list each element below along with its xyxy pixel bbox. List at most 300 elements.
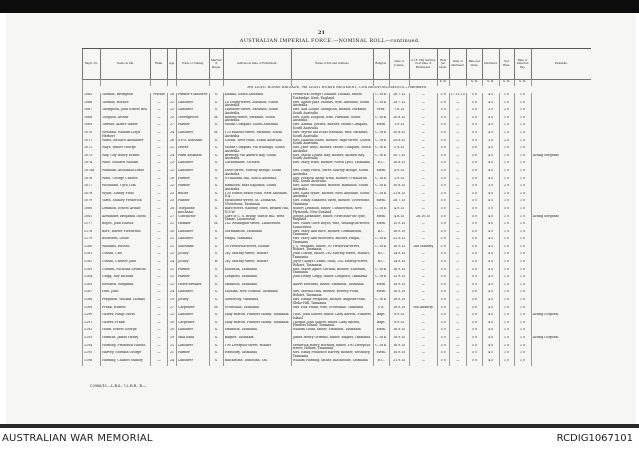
- rank-cell: —: [151, 146, 168, 154]
- religion-cell: Meth.: [373, 199, 389, 207]
- rate-per-diem-cell: 5 0: [466, 123, 482, 131]
- rank-cell: —: [151, 275, 168, 283]
- date-of-joining-cell: 14.9.15: [389, 260, 409, 268]
- rank-cell: —: [151, 290, 168, 298]
- allotment-date-cell: —: [449, 192, 466, 200]
- marital-status-cell: S.: [210, 245, 224, 253]
- regimental-number-cell: 1066: [83, 101, 101, 109]
- regimental-number-cell: 1190: [83, 313, 101, 321]
- pay-rate-cell: 5 0: [437, 177, 449, 185]
- rank-cell: —: [151, 313, 168, 321]
- date-of-joining-cell: 20.8.15: [389, 116, 409, 124]
- religion-cell: C.E.: [373, 306, 389, 314]
- aif-unit-cell: 6th Infantry: [409, 306, 437, 314]
- table-row: [83, 139, 592, 147]
- next-of-kin-cell: William Grain, father, Smithton, Tasmania: [291, 328, 373, 336]
- trade-cell: Farmer: [177, 177, 210, 185]
- rate-per-diem-cell: 5 0: [466, 344, 482, 352]
- rate-per-diem-cell: 5 0: [466, 260, 482, 268]
- date-of-joining-cell: 15.9.15: [389, 222, 409, 230]
- age-cell: 19: [168, 298, 177, 306]
- deferred-pay-cell: 1 0: [514, 154, 531, 162]
- allotment-cell: 4 0: [482, 290, 499, 298]
- soldier-name-cell: Wyatt, Sidney Field: [101, 192, 151, 200]
- religion-cell: R.C.: [373, 230, 389, 238]
- soldier-name-cell: Weeland, William Lloyd Herbert: [101, 131, 151, 139]
- regimental-number-cell: 1194: [83, 344, 101, 352]
- pay-rate-cell: 5 0: [437, 146, 449, 154]
- pay-rate-cell: 5 0: [437, 192, 449, 200]
- marital-status-cell: S.: [210, 146, 224, 154]
- regimental-number-cell: 1073: [83, 154, 101, 162]
- allotment-cell: 4 0: [482, 177, 499, 185]
- marital-status-cell: S.: [210, 108, 224, 116]
- remarks-cell: [531, 161, 591, 169]
- trade-cell: Labourer: [177, 230, 210, 238]
- pay-rate-cell: 5 0: [437, 344, 449, 352]
- aif-unit-cell: —: [409, 139, 437, 147]
- religion-cell: R.C.: [373, 359, 389, 367]
- aif-unit-cell: —: [409, 146, 437, 154]
- allotment-cell: 4 0: [482, 321, 499, 329]
- allotment-date-cell: —: [449, 123, 466, 131]
- rank-cell: —: [151, 268, 168, 276]
- next-of-kin-cell: Mrs. Amelia Townes, mother, Mount Compass, South Australia: [291, 123, 373, 131]
- marital-status-cell: S.: [210, 154, 224, 162]
- trade-cell: Farmer: [177, 351, 210, 359]
- net-rate-cell: 1 0: [499, 351, 514, 359]
- net-rate-cell: 1 0: [499, 298, 514, 306]
- deferred-pay-cell: 1 0: [514, 283, 531, 291]
- address-cell: O'Halloran Hill, South Australia: [223, 177, 291, 185]
- soldier-name-cell: Wine, Richard William: [101, 161, 151, 169]
- soldier-name-cell: Gunter, Frank: [101, 321, 151, 329]
- aif-unit-cell: —: [409, 222, 437, 230]
- marital-status-cell: S.: [210, 177, 224, 185]
- pay-rate-cell: 5 0: [437, 260, 449, 268]
- address-cell: Lachlan, New Norfolk, Tasmania: [223, 290, 291, 298]
- column-header: Rate per Diem.: [466, 49, 482, 80]
- age-cell: 27: [168, 306, 177, 314]
- deferred-pay-cell: 1 0: [514, 344, 531, 352]
- pay-rate-cell: 5 0: [437, 283, 449, 291]
- net-rate-cell: 2 0: [499, 184, 514, 192]
- allotment-cell: 4 0: [482, 336, 499, 344]
- marital-status-cell: S.: [210, 199, 224, 207]
- aif-unit-cell: —: [409, 313, 437, 321]
- next-of-kin-cell: John Henry Clegg, father, Longford, Tasmania: [291, 275, 373, 283]
- aif-unit-cell: —: [409, 321, 437, 329]
- rank-cell: —: [151, 207, 168, 215]
- marital-status-cell: S.: [210, 215, 224, 223]
- column-header: Name in full.: [101, 49, 151, 80]
- age-cell: 22: [168, 283, 177, 291]
- soldier-name-cell: Hiss, John: [101, 290, 151, 298]
- date-of-joining-cell: 2.9.15: [389, 146, 409, 154]
- aif-unit-cell: —: [409, 207, 437, 215]
- remarks-cell: [531, 93, 591, 101]
- rate-per-diem-cell: 5 0: [466, 222, 482, 230]
- aif-unit-cell: —: [409, 108, 437, 116]
- age-cell: 26: [168, 139, 177, 147]
- rank-cell: —: [151, 359, 168, 367]
- regimental-number-cell: 1183: [83, 268, 101, 276]
- table-row: [83, 321, 592, 329]
- next-of-kin-cell: Mrs. Eliza Wyatt, mother, West Adelaide, South Australia: [291, 192, 373, 200]
- age-cell: 25: [168, 192, 177, 200]
- age-cell: 22: [168, 313, 177, 321]
- date-of-joining-cell: 20.8.15: [389, 139, 409, 147]
- regimental-number-cell: 1196: [83, 359, 101, 367]
- marital-status-cell: M.: [210, 116, 224, 124]
- marital-status-cell: S.: [210, 336, 224, 344]
- rank-cell: —: [151, 336, 168, 344]
- religion-cell: Bapt.: [373, 313, 389, 321]
- remarks-cell: [531, 184, 591, 192]
- age-cell: 23: [168, 161, 177, 169]
- allotment-date-cell: —: [449, 306, 466, 314]
- remarks-cell: [531, 146, 591, 154]
- allotment-date-cell: —: [449, 199, 466, 207]
- net-rate-cell: 2 0: [499, 108, 514, 116]
- aif-unit-cell: —: [409, 260, 437, 268]
- marital-status-cell: S.: [210, 344, 224, 352]
- date-of-joining-cell: 1.9.15: [389, 123, 409, 131]
- aif-unit-cell: —: [409, 359, 437, 367]
- pay-rate-cell: 5 0: [437, 215, 449, 223]
- age-cell: 28: [168, 177, 177, 185]
- next-of-kin-cell: Mrs. Martha Hiss, mother, Bowery Point, Hobart, Tasmania: [291, 290, 373, 298]
- date-of-joining-cell: 31.8.15: [389, 192, 409, 200]
- age-cell: 24: [168, 260, 177, 268]
- aif-unit-cell: —: [409, 192, 437, 200]
- next-of-kin-cell: Mrs. Emily Elizabeth Yates, mother, Ulverstone, Tasmania: [291, 199, 373, 207]
- deferred-pay-cell: 1 0: [514, 252, 531, 260]
- allotment-cell: 4 0: [482, 298, 499, 306]
- trade-cell: Jockey: [177, 252, 210, 260]
- soldier-name-cell: Ferguson, William Thomas: [101, 298, 151, 306]
- allotment-date-cell: —: [449, 328, 466, 336]
- address-cell: Castlemaine, Victoria: [223, 161, 291, 169]
- remarks-cell: [531, 123, 591, 131]
- pay-rate-cell: 5 0: [437, 101, 449, 109]
- soldier-name-cell: Cousin, Chester John: [101, 260, 151, 268]
- allotment-cell: 4 0: [482, 101, 499, 109]
- net-rate-cell: 1 0: [499, 336, 514, 344]
- net-rate-cell: 1 0: [499, 131, 514, 139]
- column-header: Allotment.: [482, 49, 499, 80]
- religion-cell: C. of E.: [373, 131, 389, 139]
- allotment-date-cell: —: [449, 268, 466, 276]
- remarks-cell: [531, 268, 591, 276]
- religion-cell: Meth.: [373, 169, 389, 177]
- aif-unit-cell: —: [409, 184, 437, 192]
- regimental-number-cell: 1189: [83, 306, 101, 314]
- trade-cell: Painter: [177, 199, 210, 207]
- table-row: [83, 344, 592, 352]
- pay-rate-cell: 5 0: [437, 154, 449, 162]
- address-cell: Smithton, Tasmania: [223, 328, 291, 336]
- net-rate-cell: 1 0: [499, 199, 514, 207]
- marital-status-cell: M.: [210, 222, 224, 230]
- pay-rate-cell: 5 0: [437, 306, 449, 314]
- allotment-cell: 4 0: [482, 131, 499, 139]
- table-header-row: [83, 49, 592, 80]
- pay-rate-cell: 5 0: [437, 336, 449, 344]
- regimental-number-cell: 1078: [83, 192, 101, 200]
- religion-cell: C. of E.: [373, 192, 389, 200]
- aif-unit-cell: —: [409, 230, 437, 238]
- remarks-cell: [531, 359, 591, 367]
- date-of-joining-cell: 8.9.15: [389, 321, 409, 329]
- trade-cell: Butler: [177, 192, 210, 200]
- address-cell: 133 Rubens-street, Parkside, South Australia: [223, 131, 291, 139]
- date-of-joining-cell: 15.9.15: [389, 275, 409, 283]
- pay-rate-cell: 5 0: [437, 230, 449, 238]
- remarks-cell: [531, 275, 591, 283]
- next-of-kin-cell: Mrs. Ada Louise Thompson, mother, Parkside, South Australia: [291, 108, 373, 116]
- address-cell: 130 Hurtle Beach-road, West Adelaide, S.A.: [223, 192, 291, 200]
- deferred-pay-cell: 1 0: [514, 139, 531, 147]
- trade-cell: Farmer: [177, 123, 210, 131]
- date-of-joining-cell: 16.9.15: [389, 351, 409, 359]
- regimental-number-cell: 1068: [83, 116, 101, 124]
- column-header: Age.: [168, 49, 177, 80]
- regimental-number-cell: 1178: [83, 230, 101, 238]
- table-row: [83, 328, 592, 336]
- section-heading-row: [83, 86, 592, 93]
- religion-cell: C. of E.: [373, 116, 389, 124]
- net-rate-cell: 1 0: [499, 359, 514, 367]
- allotment-cell: 4 0: [482, 161, 499, 169]
- table-row: [83, 146, 592, 154]
- marital-status-cell: S.: [210, 169, 224, 177]
- table-row: [83, 260, 592, 268]
- net-rate-cell: 1 0: [499, 252, 514, 260]
- rank-cell: —: [151, 298, 168, 306]
- address-cell: Olive-street, Murray Bridge, South Australia: [223, 169, 291, 177]
- allotment-date-cell: —: [449, 336, 466, 344]
- age-cell: 21: [168, 222, 177, 230]
- aif-unit-cell: —: [409, 237, 437, 245]
- soldier-name-cell: Woodland, Cyril Tom: [101, 184, 151, 192]
- rate-per-diem-cell: 5 0: [466, 275, 482, 283]
- rate-per-diem-cell: 5 0: [466, 230, 482, 238]
- pay-rate-cell: 5 0: [437, 131, 449, 139]
- soldier-name-cell: Bore, Harter Fleetwood: [101, 230, 151, 238]
- address-cell: Pingal, Tasmania: [223, 237, 291, 245]
- table-row: [83, 169, 592, 177]
- marital-status-cell: S.: [210, 184, 224, 192]
- soldier-name-cell: Frank, Wilfred: [101, 306, 151, 314]
- deferred-pay-cell: 1 0: [514, 245, 531, 253]
- age-cell: 20: [168, 321, 177, 329]
- religion-cell: C. of E.: [373, 177, 389, 185]
- date-of-joining-cell: 16.9.15: [389, 344, 409, 352]
- remarks-cell: [531, 192, 591, 200]
- regimental-number-cell: 1065: [83, 93, 101, 101]
- next-of-kin-cell: Joseph Alexander, father, Newcastle-on-Tyne, England: [291, 215, 373, 223]
- regimental-number-cell: 1081: [83, 215, 101, 223]
- deferred-pay-cell: 1 0: [514, 359, 531, 367]
- allotment-cell: 4 0: [482, 328, 499, 336]
- pay-rate-cell: 5 0: [437, 116, 449, 124]
- aif-unit-cell: —: [409, 344, 437, 352]
- pay-rate-cell: 5 0: [437, 313, 449, 321]
- religion-cell: C. of E.: [373, 298, 389, 306]
- remarks-cell: [531, 321, 591, 329]
- remarks-cell: [531, 101, 591, 109]
- address-cell: Scottsdale, Tasmania: [223, 306, 291, 314]
- next-of-kin-cell: William Harding, father, Blackstone, Tasmania: [291, 359, 373, 367]
- trade-cell: Labourer: [177, 313, 210, 321]
- regimental-number-cell: 1187: [83, 290, 101, 298]
- trade-cell: Jockey: [177, 260, 210, 268]
- aif-unit-cell: —: [409, 123, 437, 131]
- date-of-joining-cell: 28.7.15: [389, 101, 409, 109]
- soldier-name-cell: Curtain, Nicholas Levinton: [101, 268, 151, 276]
- age-cell: 27: [168, 215, 177, 223]
- table-row: [83, 207, 592, 215]
- age-cell: 21: [168, 351, 177, 359]
- table-row: [83, 275, 592, 283]
- age-cell: 21: [168, 245, 177, 253]
- date-of-joining-cell: 14.9.15: [389, 252, 409, 260]
- column-header: Trade or Calling.: [177, 49, 210, 80]
- trade-cell: Contractor: [177, 215, 210, 223]
- rate-per-diem-cell: 5 0: [466, 93, 482, 101]
- allotment-date-cell: —: [449, 161, 466, 169]
- allotment-date-cell: —: [449, 146, 466, 154]
- net-rate-cell: 5 0: [499, 207, 514, 215]
- religion-cell: C. of E.: [373, 275, 389, 283]
- section-heading: 3rd LIGHT HORSE BRIGADE, 9th LIGHT HORSE REGIMENT, 13th REINFORCEMENTS—continued.: [83, 86, 592, 93]
- rate-per-diem-cell: 5 0: [466, 184, 482, 192]
- soldier-name-cell: Boyes, John Harold: [101, 222, 151, 230]
- date-of-joining-cell: 30.7.15: [389, 154, 409, 162]
- soldier-name-cell: Edwards, Benjamin: [101, 283, 151, 291]
- unit-mark-cell: s. d.: [482, 80, 499, 87]
- document-title: AUSTRALIAN IMPERIAL FORCE.—NOMINAL ROLL—continued.: [239, 38, 421, 44]
- rank-cell: —: [151, 154, 168, 162]
- unit-mark-cell: s. d.: [514, 80, 531, 87]
- marital-status-cell: S.: [210, 283, 224, 291]
- pay-rate-cell: 5 0: [437, 237, 449, 245]
- religion-cell: C. of E.: [373, 344, 389, 352]
- rate-per-diem-cell: 5 0: [466, 146, 482, 154]
- net-rate-cell: 1 0: [499, 245, 514, 253]
- date-of-joining-cell: 8.9.15: [389, 313, 409, 321]
- table-row: [83, 161, 592, 169]
- net-rate-cell: 1 0: [499, 275, 514, 283]
- soldier-name-cell: Ways, Walter George: [101, 146, 151, 154]
- aif-unit-cell: —: [409, 177, 437, 185]
- table-row: [83, 245, 592, 253]
- allotment-date-cell: —: [449, 359, 466, 367]
- remarks-cell: [531, 199, 591, 207]
- pay-rate-cell: 5 0: [437, 268, 449, 276]
- table-row: [83, 184, 592, 192]
- allotment-date-cell: —: [449, 116, 466, 124]
- allotment-cell: 4 0: [482, 275, 499, 283]
- trade-cell: Carpenter: [177, 306, 210, 314]
- address-cell: Colton, West Point, South Australia: [223, 139, 291, 147]
- age-cell: 28: [168, 207, 177, 215]
- next-of-kin-cell: Albert Edwards, father, Smithton, Tasmania: [291, 283, 373, 291]
- next-of-kin-cell: Mrs. Isabella Watts, mother, High-street, Colton, South Australia: [292, 138, 372, 146]
- trade-cell: Farmer's labourer: [177, 93, 210, 101]
- soldier-name-cell: Williams, Russell: [101, 245, 151, 253]
- table-row: [83, 192, 592, 200]
- soldier-name-cell: Cousin, Carl: [101, 252, 151, 260]
- rank-cell: —: [151, 328, 168, 336]
- marital-status-cell: S.: [210, 351, 224, 359]
- deferred-pay-cell: 1 0: [514, 207, 531, 215]
- allotment-date-cell: —: [449, 252, 466, 260]
- unit-mark-cell: s. d.: [466, 80, 482, 87]
- allotment-date-cell: —: [449, 207, 466, 215]
- table-row: [83, 252, 592, 260]
- net-rate-cell: 1 0: [499, 215, 514, 223]
- marital-status-cell: S.: [210, 275, 224, 283]
- trade-cell: Farmer: [177, 184, 210, 192]
- rank-cell: —: [151, 108, 168, 116]
- next-of-kin-cell: Robert Lemmon, father, Cuthbertson, New Plymouth, New Zealand: [291, 207, 373, 215]
- net-rate-cell: 1 0: [499, 101, 514, 109]
- trade-cell: Carpenter: [177, 321, 210, 329]
- rank-cell: —: [151, 169, 168, 177]
- aif-unit-cell: —: [409, 154, 437, 162]
- address-cell: Eldoralin, Tasmania: [223, 268, 291, 276]
- next-of-kin-cell: Mrs. Ellen Toogood, wife, Parkside, South Australia: [291, 116, 373, 124]
- net-rate-cell: 1 0: [499, 260, 514, 268]
- pay-rate-cell: 5 0: [437, 290, 449, 298]
- religion-cell: C. of E.: [373, 154, 389, 162]
- rate-per-diem-cell: 5 0: [466, 328, 482, 336]
- regimental-number-cell: 1074: [83, 161, 101, 169]
- allotment-date-cell: —: [449, 283, 466, 291]
- deferred-pay-cell: 1 0: [514, 215, 531, 223]
- rank-cell: —: [151, 245, 168, 253]
- deferred-pay-cell: 1 0: [514, 275, 531, 283]
- marital-status-cell: S.: [210, 321, 224, 329]
- nominal-roll-table: [82, 48, 591, 366]
- table-row: [83, 336, 592, 344]
- next-of-kin-cell: Mrs. Hazel Olive Boyes, wife, Wellington-street, Launceston: [291, 222, 373, 230]
- rank-cell: —: [151, 116, 168, 124]
- soldier-name-cell: Gunter, Philip David: [101, 313, 151, 321]
- table-row: [83, 101, 592, 109]
- deferred-pay-cell: 1 0: [514, 192, 531, 200]
- allotment-date-cell: —: [449, 230, 466, 238]
- date-of-joining-cell: 4.8.15: [389, 215, 409, 223]
- date-of-joining-cell: 30.8.15: [389, 184, 409, 192]
- trade-cell: Farmer: [177, 268, 210, 276]
- marital-status-cell: S.: [210, 101, 224, 109]
- soldier-name-cell: Thompson, John Ernest Bell: [101, 108, 151, 116]
- net-rate-cell: 1 0: [499, 192, 514, 200]
- soldier-name-cell: Bosworth, Leslie: [101, 237, 151, 245]
- net-rate-cell: 1 0: [499, 237, 514, 245]
- date-of-joining-cell: 16.9.15: [389, 230, 409, 238]
- religion-cell: C. of E.: [373, 146, 389, 154]
- age-cell: 20: [168, 328, 177, 336]
- age-cell: 21: [168, 146, 177, 154]
- pay-rate-cell: 5 0: [437, 328, 449, 336]
- allotment-cell: 4 0: [482, 283, 499, 291]
- column-header: Religion.: [373, 49, 389, 80]
- soldier-name-cell: Clegg, Roy Richard: [101, 275, 151, 283]
